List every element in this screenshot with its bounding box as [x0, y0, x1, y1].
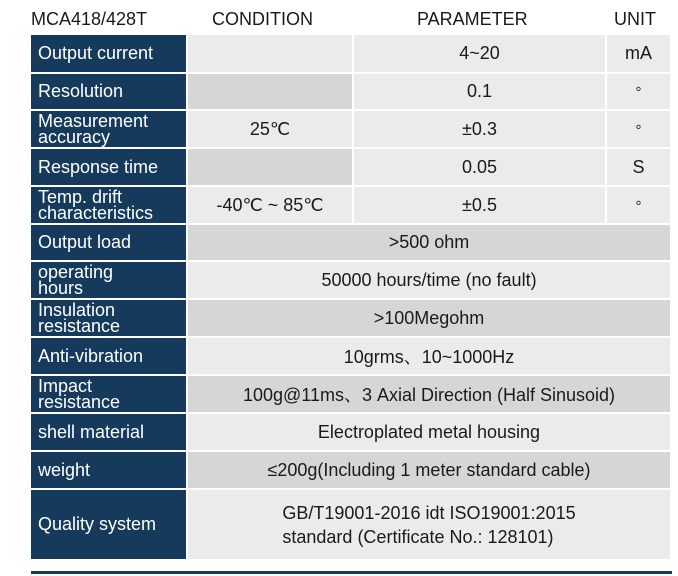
row-label: shell material [31, 414, 188, 452]
parameter-value: 0.1 [354, 74, 607, 111]
table-row [31, 111, 672, 149]
row-label-line2: resistance [38, 316, 121, 336]
degree-symbol: ° [635, 197, 642, 215]
row-label-line1: operating [38, 262, 114, 282]
row-label-line2: resistance [38, 392, 121, 412]
row-label [31, 300, 188, 338]
parameter-value: 4~20 [354, 35, 607, 74]
row-label-line2: characteristics [38, 203, 154, 223]
row-label [31, 111, 188, 149]
row-label-line1: Measurement [38, 111, 149, 131]
spanned-value: ≤200g(Including 1 meter standard cable) [188, 452, 672, 490]
header-parameter: PARAMETER [417, 9, 528, 29]
quality-system-line1: GB/T19001-2016 idt ISO19001:2015 [282, 502, 576, 523]
row-label: Anti-vibration [31, 338, 188, 376]
unit-value [607, 74, 672, 111]
row-label-line1: Insulation [38, 300, 116, 320]
table-row [31, 300, 672, 338]
spanned-value: 50000 hours/time (no fault) [188, 262, 672, 300]
quality-system-text [282, 501, 575, 549]
row-label [31, 187, 188, 225]
spec-table [31, 35, 672, 561]
table-row [31, 376, 672, 414]
row-label: weight [31, 452, 188, 490]
bottom-rule [31, 571, 672, 574]
header-model: MCA418/428T [31, 9, 148, 29]
spanned-value: Electroplated metal housing [188, 414, 672, 452]
unit-value: mA [607, 35, 672, 74]
header-condition: CONDITION [212, 9, 313, 29]
parameter-value: 0.05 [354, 149, 607, 187]
parameter-value: ±0.5 [354, 187, 607, 225]
table-row [31, 338, 672, 376]
row-label: Resolution [31, 74, 188, 111]
row-label: Output load [31, 225, 188, 262]
table-row [31, 452, 672, 490]
spanned-value: 10grms、10~1000Hz [188, 338, 672, 376]
row-label [31, 262, 188, 300]
row-label: Response time [31, 149, 188, 187]
table-row [31, 74, 672, 111]
table-row [31, 414, 672, 452]
degree-symbol: ° [635, 121, 642, 139]
row-label-line1: Temp. drift [38, 187, 123, 207]
table-row [31, 149, 672, 187]
condition-value: 25℃ [188, 111, 354, 149]
spanned-value: >500 ohm [188, 225, 672, 262]
table-row [31, 490, 672, 561]
degree-symbol: ° [635, 84, 642, 101]
spanned-value: >100Megohm [188, 300, 672, 338]
condition-cell-empty [188, 149, 354, 187]
condition-cell-empty [188, 35, 354, 74]
parameter-value: ±0.3 [354, 111, 607, 149]
table-row [31, 262, 672, 300]
table-row [31, 35, 672, 74]
header-unit: UNIT [614, 9, 656, 29]
table-row [31, 225, 672, 262]
spanned-value [188, 490, 672, 561]
row-label: Output current [31, 35, 188, 74]
row-label: Quality system [31, 490, 188, 561]
unit-value [607, 111, 672, 149]
unit-value: S [607, 149, 672, 187]
table-row [31, 187, 672, 225]
row-label-line2: hours [38, 278, 84, 298]
row-label-line1: Impact [38, 376, 93, 396]
unit-value [607, 187, 672, 225]
condition-value: -40℃ ~ 85℃ [188, 187, 354, 225]
condition-cell-empty [188, 74, 354, 111]
spanned-value: 100g@11ms、3 Axial Direction (Half Sinusoid) [188, 376, 672, 414]
row-label-line2: accuracy [38, 127, 111, 147]
quality-system-line2: standard (Certificate No.: 128101) [282, 526, 554, 547]
row-label [31, 376, 188, 414]
